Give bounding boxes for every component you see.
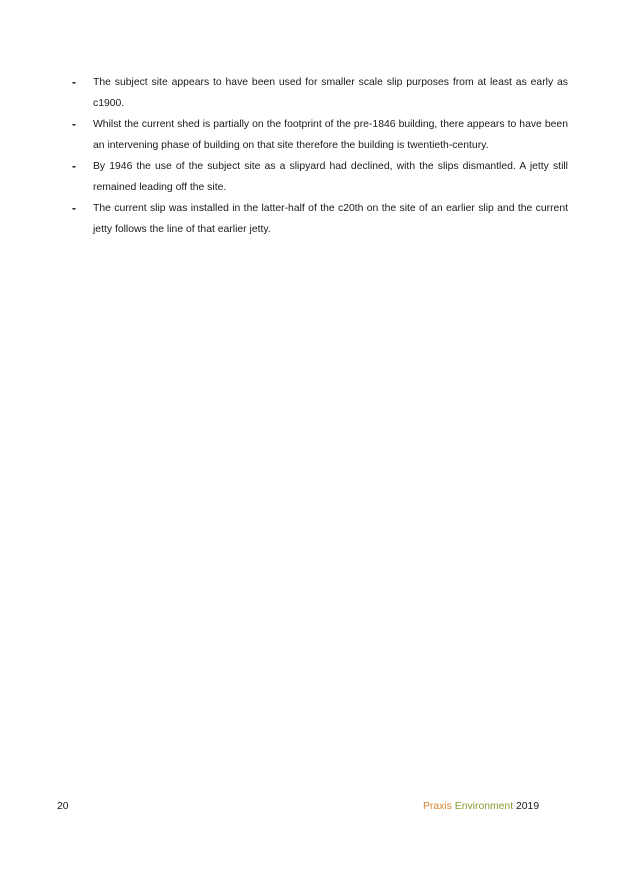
footer-brand (423, 800, 539, 814)
bullet-dash: - (72, 201, 76, 215)
bullet-dash: - (72, 117, 76, 131)
bullet-item (72, 72, 568, 114)
bullet-text: By 1946 the use of the subject site as a slipyard had declined, with the slips dismantled. A jetty still remained leading off the site. (93, 161, 568, 193)
page-number: 20 (57, 801, 69, 812)
bullet-text: The subject site appears to have been used for smaller scale slip purposes from at least as early as c1900. (93, 77, 568, 109)
brand-praxis: Praxis (423, 801, 452, 812)
bullet-item (72, 156, 568, 198)
footer-year: 2019 (516, 801, 540, 812)
bullet-item (72, 198, 568, 240)
bullet-text: Whilst the current shed is partially on the footprint of the pre-1846 building, there appears to have been an intervening phase of building on that site therefore the building is twentieth-century. (93, 119, 568, 151)
bullet-dash: - (72, 75, 76, 89)
bullet-list (72, 72, 568, 240)
bullet-text: The current slip was installed in the latter-half of the c20th on the site of an earlier slip and the current jetty follows the line of that earlier jetty. (93, 203, 568, 235)
bullet-item (72, 114, 568, 156)
brand-environment: Environment (454, 801, 514, 812)
bullet-dash: - (72, 159, 76, 173)
